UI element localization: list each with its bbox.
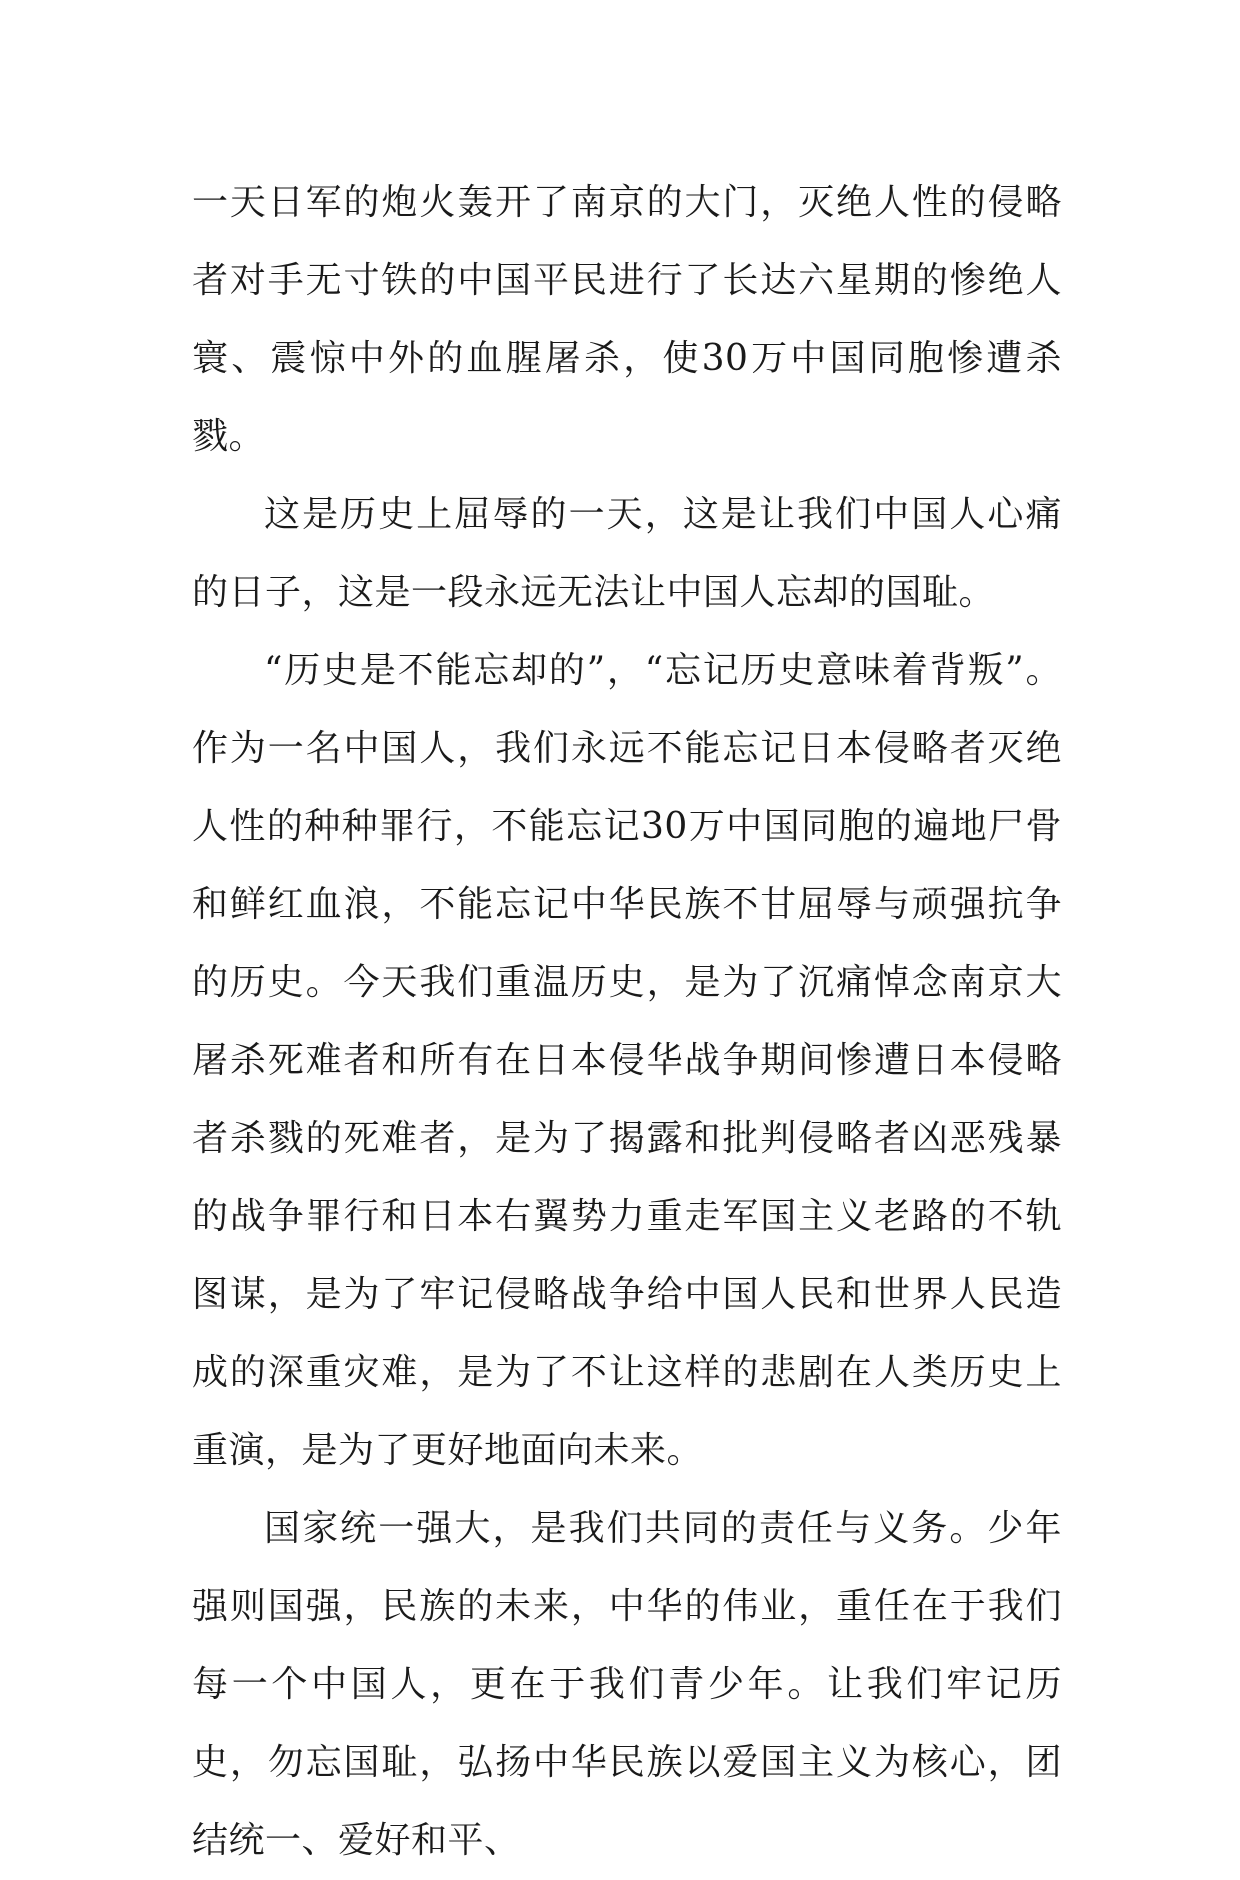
document-body — [192, 164, 1062, 1880]
paragraph: 国家统一强大，是我们共同的责任与义务。少年强则国强，民族的未来，中华的伟业，重任在于我们每一个中国人，更在于我们青少年。让我们牢记历史，勿忘国耻，弘扬中华民族以爱国主义为核心，团结统一、爱好和平、 — [192, 1508, 1062, 1861]
paragraph-continued: 一天日军的炮火轰开了南京的大门，灭绝人性的侵略者对手无寸铁的中国平民进行了长达六星期的惨绝人寰、震惊中外的血腥屠杀，使30万中国同胞惨遭杀戮。 — [192, 182, 1062, 457]
paragraph: “历史是不能忘却的”，“忘记历史意味着背叛”。作为一名中国人，我们永远不能忘记日本侵略者灭绝人性的种种罪行，不能忘记30万中国同胞的遍地尸骨和鲜红血浪，不能忘记中华民族不甘屈辱与顽强抗争的历史。今天我们重温历史，是为了沉痛悼念南京大屠杀死难者和所有在日本侵华战争期间惨遭日本侵略者杀戮的死难者，是为了揭露和批判侵略者凶恶残暴的战争罪行和日本右翼势力重走军国主义老路的不轨图谋，是为了牢记侵略战争给中国人民和世界人民造成的深重灾难，是为了不让这样的悲剧在人类历史上重演，是为了更好地面向未来。 — [192, 650, 1062, 1471]
paragraph: 这是历史上屈辱的一天，这是让我们中国人心痛的日子，这是一段永远无法让中国人忘却的国耻。 — [192, 494, 1062, 613]
